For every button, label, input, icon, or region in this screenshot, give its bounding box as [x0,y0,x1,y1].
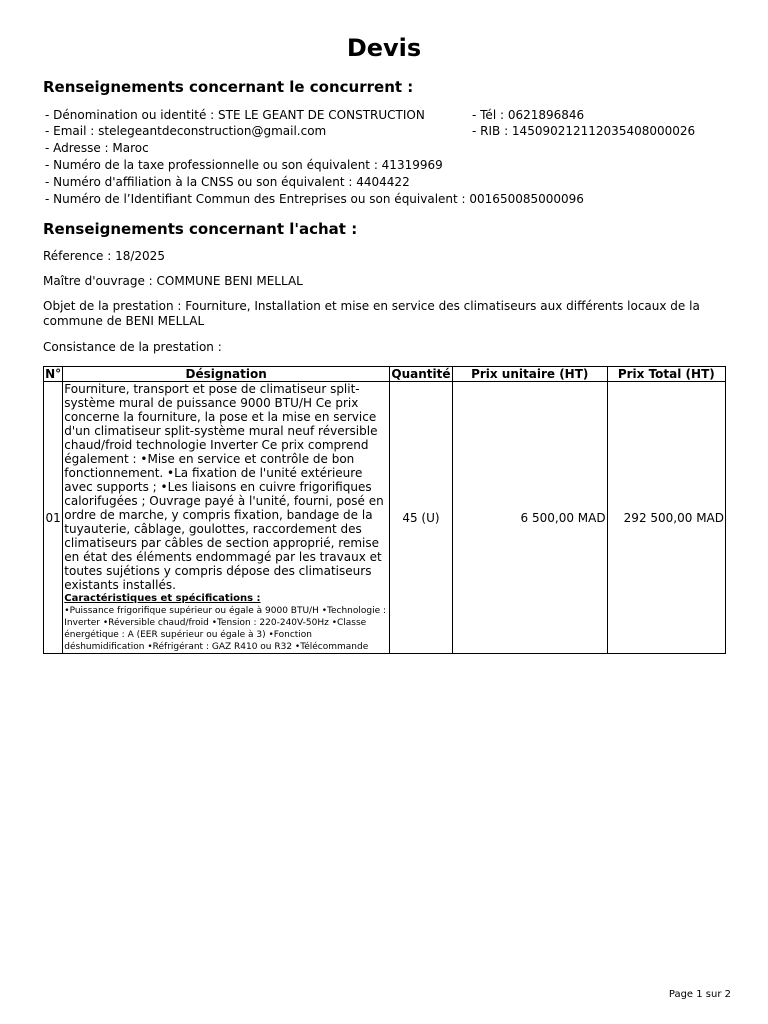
header-unit-price: Prix unitaire (HT) [452,367,607,382]
spec-body: •Puissance frigorifique supérieur ou égale à 9000 BTU/H •Technologie : Inverter •Réversible chaud/froid •Tension : 220-240V-50Hz •Classe énergétique : A (EER supérieur ou égale à 3) •Fonction déshumidification •Réfrigérant : GAZ R410 ou R32 •Télécommande [64,606,387,652]
row-number: 01 [44,382,63,654]
row-unit-price: 6 500,00 MAD [452,382,607,654]
items-table [43,366,726,654]
competitor-tel: - Tél : 0621896846 [472,108,585,122]
competitor-rib: - RIB : 145090212112035408000026 [472,124,696,138]
row-quantity: 45 (U) [390,382,453,654]
competitor-tax-number: - Numéro de la taxe professionnelle ou son équivalent : 41319969 [45,158,443,172]
row-total-price: 292 500,00 MAD [607,382,725,654]
document-title: Devis [346,34,422,62]
competitor-ice: - Numéro de l’Identifiant Commun des Entreprises ou son équivalent : 001650085000096 [45,192,584,206]
purchase-consistance: Consistance de la prestation : [43,340,222,354]
page-number: Page 1 sur 2 [668,989,731,1000]
competitor-cnss: - Numéro d'affiliation à la CNSS ou son équivalent : 4404422 [45,175,410,189]
spec-title: Caractéristiques et spécifications : [64,593,261,604]
purchase-section-heading: Renseignements concernant l'achat : [43,220,358,238]
purchase-reference: Réference : 18/2025 [43,249,165,263]
competitor-email: - Email : stelegeantdeconstruction@gmail.com [45,124,327,138]
competitor-denomination: - Dénomination ou identité : STE LE GEANT DE CONSTRUCTION [45,108,425,122]
purchase-object: Objet de la prestation : Fourniture, Installation et mise en service des climatiseurs aux différents locaux de la commune de BENI MELLAL [43,299,700,328]
header-number: N° [45,367,62,381]
header-designation: Désignation [63,367,390,382]
competitor-section-heading: Renseignements concernant le concurrent : [43,78,414,96]
header-total-price: Prix Total (HT) [607,367,725,382]
header-quantity: Quantité [391,367,451,381]
competitor-address: - Adresse : Maroc [45,141,149,155]
table-header-row [44,367,726,382]
row-designation-cell [63,382,390,654]
row-designation: Fourniture, transport et pose de climatiseur split-système mural de puissance 9000 BTU/H Ce prix concerne la fourniture, la pose et la mise en service d'un climatiseur split-système mural neuf réversible chaud/froid technologie Inverter Ce prix comprend également : •Mise en service et contrôle de bon fonctionnement. •La fixation de l'unité extérieure avec supports ; •Les liaisons en cuivre frigorifiques calorifugées ; Ouvrage payé à l'unité, fourni, posé en ordre de marche, y compris fixation, bandage de la tuyauterie, câblage, goulottes, raccordement des climatiseurs par câbles de section approprié, remise en état des éléments endommagé par les travaux et toutes sujétions y compris dépose des climatiseurs existants installés. [64,382,384,592]
purchase-owner: Maître d'ouvrage : COMMUNE BENI MELLAL [43,274,303,288]
table-row [44,382,726,654]
